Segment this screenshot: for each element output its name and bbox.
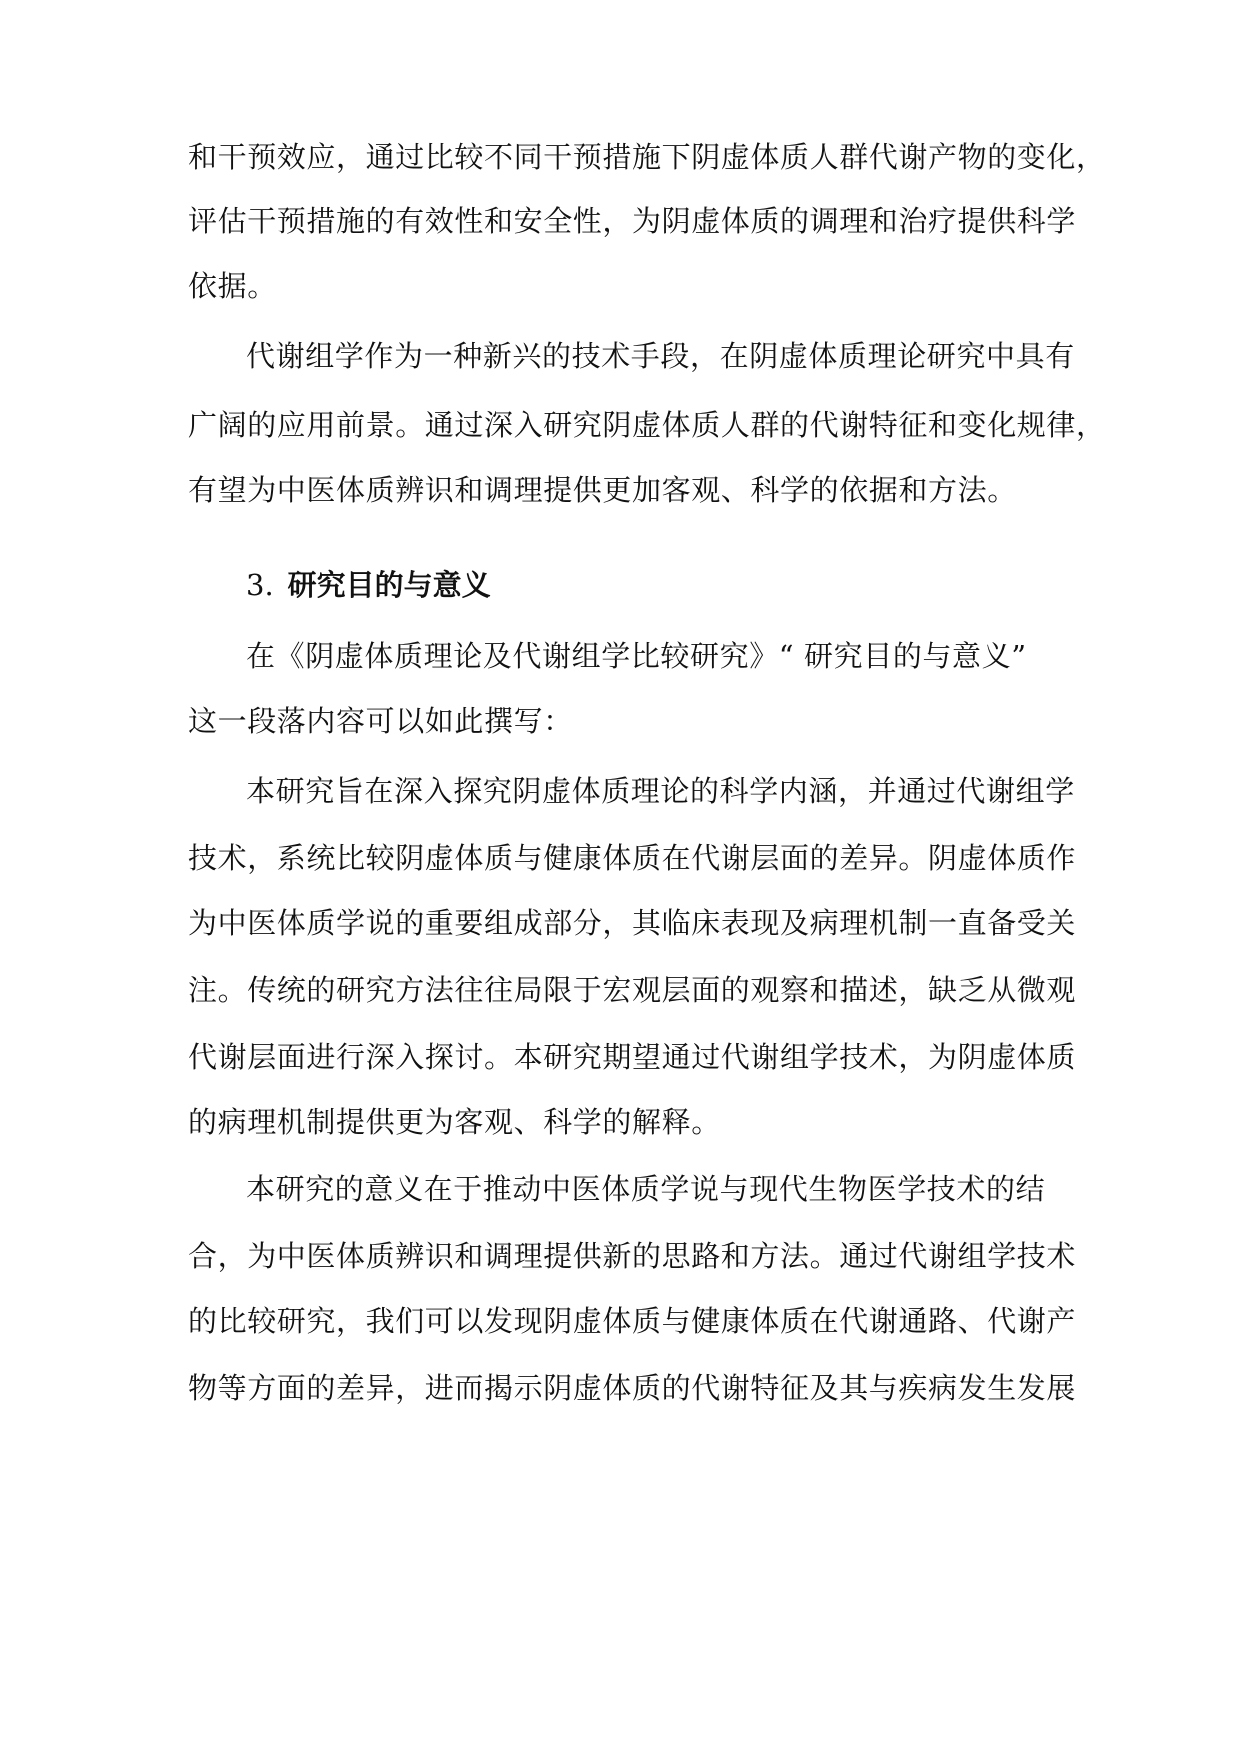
section-number: 3.	[246, 568, 274, 602]
paragraph-2-line-3: 有望为中医体质辨识和调理提供更加客观、科学的依据和方法。	[188, 473, 1017, 507]
paragraph-1-line-3: 依据。	[188, 269, 277, 303]
paragraph-3-line-2: 这一段落内容可以如此撰写：	[188, 704, 573, 738]
paragraph-1-line-2: 评估干预措施的有效性和安全性，为阴虚体质的调理和治疗提供科学	[188, 204, 1077, 238]
paragraph-1-line-1: 和干预效应，通过比较不同干预措施下阴虚体质人群代谢产物的变化，	[188, 140, 1106, 174]
paragraph-5-line-2: 合，为中医体质辨识和调理提供新的思路和方法。通过代谢组学技术	[188, 1239, 1077, 1273]
paragraph-2-line-1: 代谢组学作为一种新兴的技术手段，在阴虚体质理论研究中具有	[246, 339, 1075, 373]
section-heading	[246, 565, 491, 605]
paragraph-3-line-1: 在《阴虚体质理论及代谢组学比较研究》“ 研究目的与意义”	[246, 639, 1027, 673]
paragraph-4-line-1: 本研究旨在深入探究阴虚体质理论的科学内涵，并通过代谢组学	[246, 774, 1075, 808]
paragraph-5-line-1: 本研究的意义在于推动中医体质学说与现代生物医学技术的结	[246, 1172, 1046, 1206]
paragraph-4-line-5: 代谢层面进行深入探讨。本研究期望通过代谢组学技术，为阴虚体质	[188, 1040, 1077, 1074]
paragraph-5-line-4: 物等方面的差异，进而揭示阴虚体质的代谢特征及其与疾病发生发展	[188, 1371, 1077, 1405]
paragraph-2-line-2: 广阔的应用前景。通过深入研究阴虚体质人群的代谢特征和变化规律，	[188, 408, 1106, 442]
paragraph-4-line-3: 为中医体质学说的重要组成部分，其临床表现及病理机制一直备受关	[188, 906, 1077, 940]
paragraph-5-line-3: 的比较研究，我们可以发现阴虚体质与健康体质在代谢通路、代谢产	[188, 1304, 1077, 1338]
paragraph-4-line-2: 技术，系统比较阴虚体质与健康体质在代谢层面的差异。阴虚体质作	[188, 841, 1077, 875]
paragraph-4-line-6: 的病理机制提供更为客观、科学的解释。	[188, 1105, 721, 1139]
section-title: 研究目的与意义	[287, 568, 491, 602]
paragraph-4-line-4: 注。传统的研究方法往往局限于宏观层面的观察和描述，缺乏从微观	[188, 973, 1077, 1007]
